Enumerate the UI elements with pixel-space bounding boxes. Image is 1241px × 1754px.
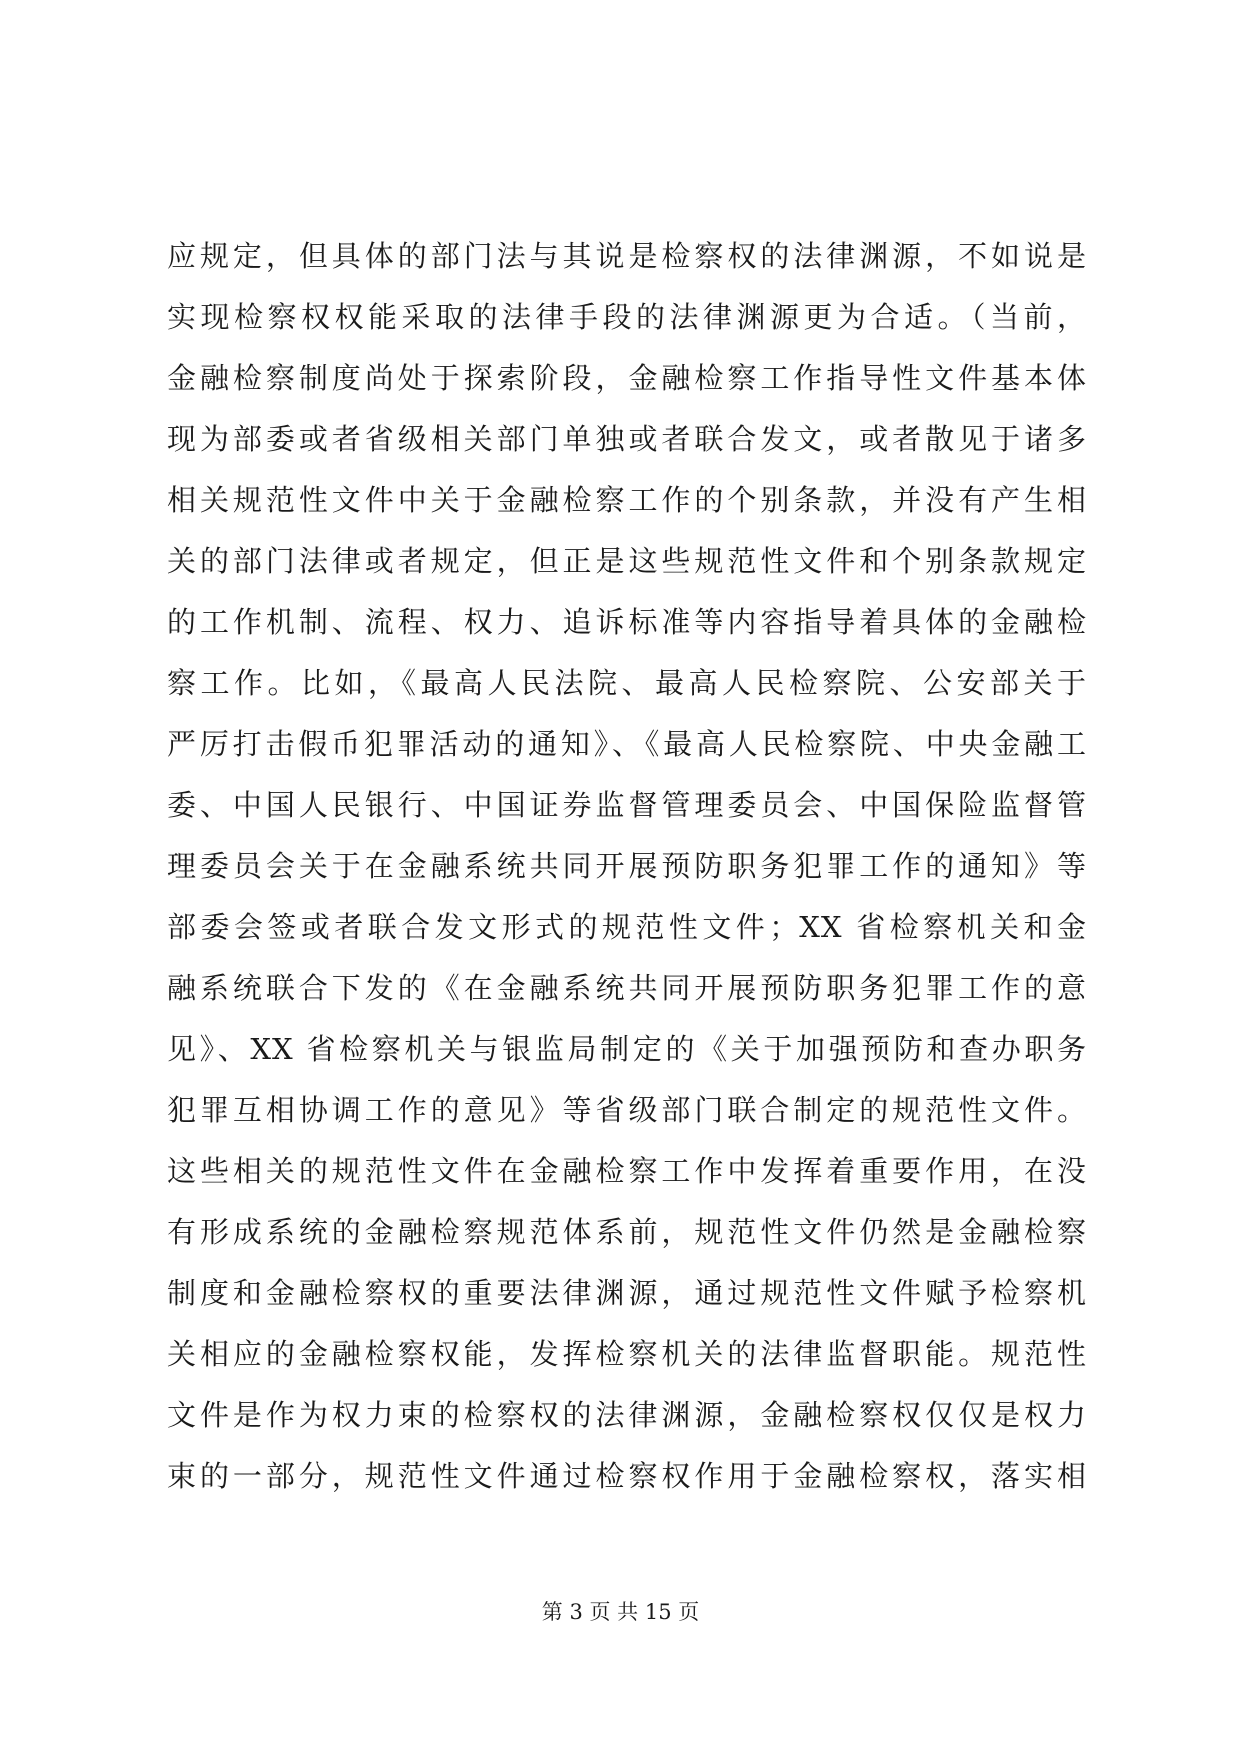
text-line: 关的部门法律或者规定，但正是这些规范性文件和个别条款规定	[167, 544, 1087, 578]
text-line: 部委会签或者联合发文形式的规范性文件；XX 省检察机关和金	[167, 910, 1087, 944]
text-line: 见》、XX 省检察机关与银监局制定的《关于加强预防和查办职务	[167, 1032, 1087, 1066]
text-line: 犯罪互相协调工作的意见》等省级部门联合制定的规范性文件。	[167, 1093, 1087, 1127]
text-line: 关相应的金融检察权能，发挥检察机关的法律监督职能。规范性	[167, 1337, 1087, 1371]
text-line: 文件是作为权力束的检察权的法律渊源，金融检察权仅仅是权力	[167, 1398, 1087, 1432]
text-line: 察工作。比如，《最高人民法院、最高人民检察院、公安部关于	[167, 666, 1087, 700]
body-text	[167, 226, 1087, 1507]
text-line: 制度和金融检察权的重要法律渊源，通过规范性文件赋予检察机	[167, 1276, 1087, 1310]
text-line: 束的一部分，规范性文件通过检察权作用于金融检察权，落实相	[167, 1459, 1087, 1493]
text-line: 融系统联合下发的《在金融系统共同开展预防职务犯罪工作的意	[167, 971, 1087, 1005]
text-line: 委、中国人民银行、中国证券监督管理委员会、中国保险监督管	[167, 788, 1087, 822]
text-line: 有形成系统的金融检察规范体系前，规范性文件仍然是金融检察	[167, 1215, 1087, 1249]
text-line: 应规定，但具体的部门法与其说是检察权的法律渊源，不如说是	[167, 239, 1087, 273]
text-line: 金融检察制度尚处于探索阶段，金融检察工作指导性文件基本体	[167, 361, 1087, 395]
text-line: 的工作机制、流程、权力、追诉标准等内容指导着具体的金融检	[167, 605, 1087, 639]
text-line: 理委员会关于在金融系统共同开展预防职务犯罪工作的通知》等	[167, 849, 1087, 883]
text-line: 实现检察权权能采取的法律手段的法律渊源更为合适。（当前，	[167, 300, 1087, 334]
text-line: 相关规范性文件中关于金融检察工作的个别条款，并没有产生相	[167, 483, 1087, 517]
text-line: 这些相关的规范性文件在金融检察工作中发挥着重要作用，在没	[167, 1154, 1087, 1188]
text-line: 现为部委或者省级相关部门单独或者联合发文，或者散见于诸多	[167, 422, 1087, 456]
page-number-footer: 第 3 页 共 15 页	[541, 1600, 700, 1624]
text-line: 严厉打击假币犯罪活动的通知》、《最高人民检察院、中央金融工	[167, 727, 1087, 761]
